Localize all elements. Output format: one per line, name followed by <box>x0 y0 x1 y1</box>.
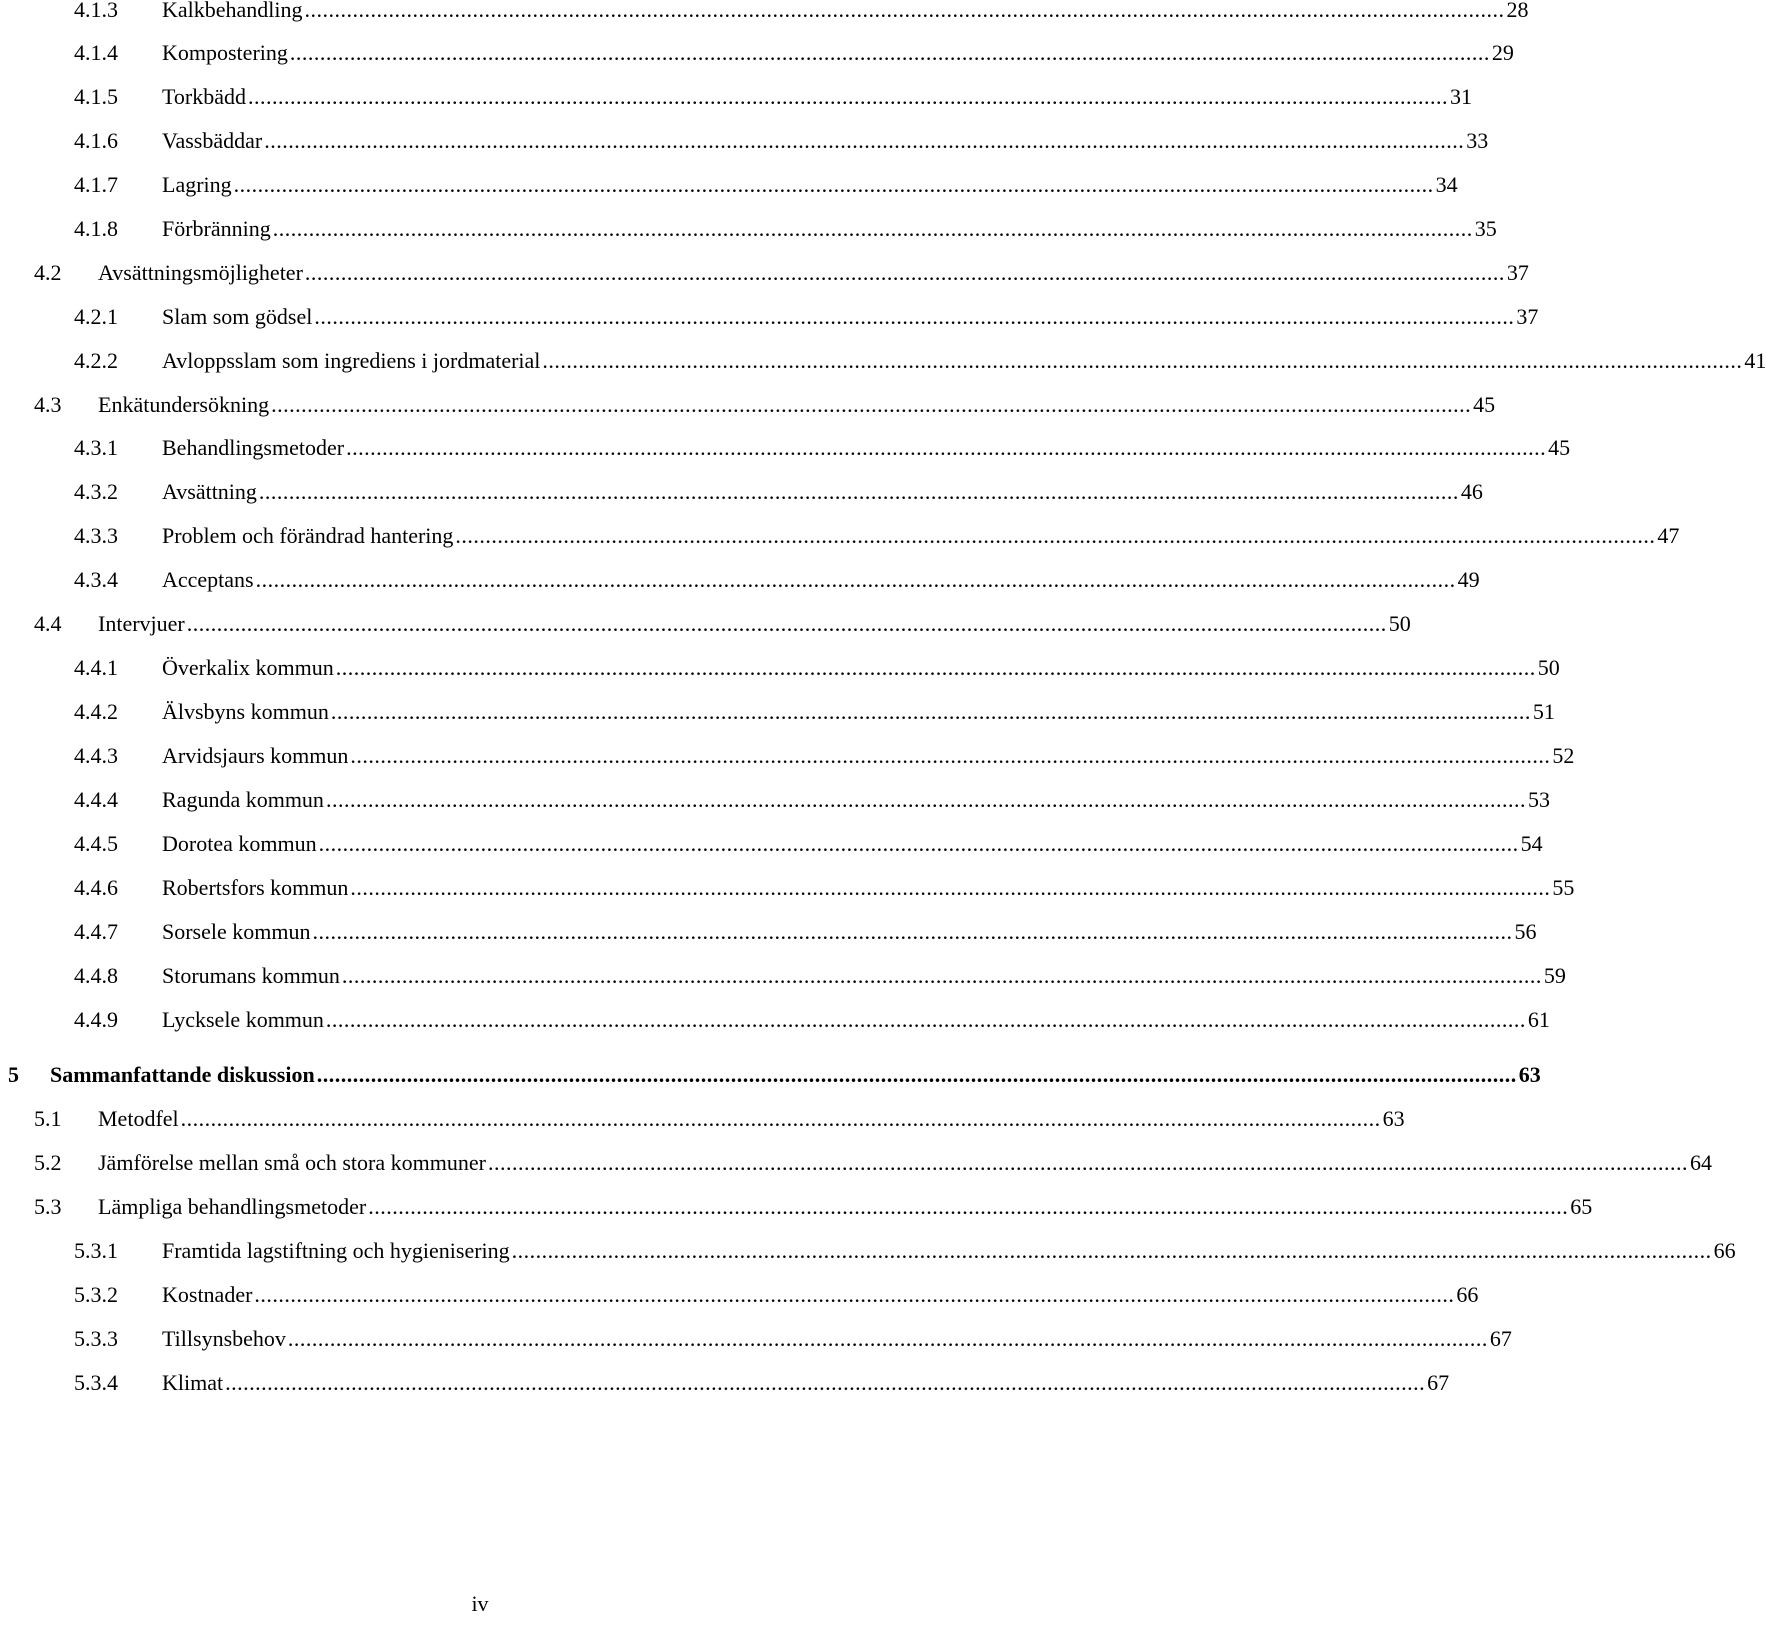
toc-dot-leader: ........................................................................................................................................................................................................ <box>287 1326 1488 1351</box>
toc-entry[interactable] <box>34 1147 1712 1179</box>
toc-entry-page: 64 <box>1689 1150 1712 1175</box>
toc-entry-page: 29 <box>1491 40 1514 65</box>
toc-entry-title: Torkbädd <box>162 84 246 109</box>
toc-entry[interactable] <box>74 1279 1479 1311</box>
toc-dot-leader: ........................................................................................................................................................................................................ <box>350 743 1551 768</box>
toc-entry-title: Kompostering <box>162 40 288 65</box>
toc-entry[interactable] <box>74 1367 1450 1399</box>
toc-entry-number: 4.4.8 <box>74 963 118 988</box>
toc-entry-page: 35 <box>1474 216 1497 241</box>
toc-entry[interactable] <box>74 916 1537 948</box>
toc-entry-page: 28 <box>1506 0 1529 22</box>
toc-dot-leader: ........................................................................................................................................................................................................ <box>368 1194 1569 1219</box>
toc-entry-number: 4.3.3 <box>74 523 118 548</box>
toc-entry[interactable] <box>34 1191 1593 1223</box>
toc-entry-page: 45 <box>1473 392 1496 417</box>
toc-entry-title: Ragunda kommun <box>162 787 324 812</box>
toc-entry-page: 55 <box>1552 875 1575 900</box>
toc-entry-title: Framtida lagstiftning och hygienisering <box>162 1238 510 1263</box>
toc-entry-title: Avsättningsmöjligheter <box>98 260 303 285</box>
toc-entry[interactable] <box>74 0 1529 26</box>
toc-entry-number: 4.4.6 <box>74 875 118 900</box>
toc-entry-number: 4.1.8 <box>74 216 118 241</box>
toc-entry-title: Problem och förändrad hantering <box>162 523 454 548</box>
toc-entry-number: 5.1 <box>34 1106 62 1131</box>
page-number: iv <box>471 1591 489 1616</box>
toc-entry-number: 5.3.4 <box>74 1370 118 1395</box>
toc-dot-leader: ........................................................................................................................................................................................................ <box>511 1238 1712 1263</box>
toc-entry[interactable] <box>74 740 1575 772</box>
toc-entry-title: Sammanfattande diskussion <box>50 1062 315 1087</box>
toc-entry-title: Älvsbyns kommun <box>162 699 329 724</box>
toc-entry[interactable] <box>74 784 1550 816</box>
toc-entry-number: 4.4.5 <box>74 831 118 856</box>
toc-entry-number: 5.3.1 <box>74 1238 118 1263</box>
toc-entry-number: 5.3.3 <box>74 1326 118 1351</box>
toc-dot-leader: ........................................................................................................................................................................................................ <box>455 523 1656 548</box>
toc-entry[interactable] <box>74 652 1560 684</box>
toc-entry-page: 63 <box>1382 1106 1405 1131</box>
toc-entry[interactable] <box>74 696 1555 728</box>
toc-entry-title: Tillsynsbehov <box>162 1326 286 1351</box>
toc-entry[interactable] <box>74 169 1458 201</box>
toc-entry-number: 4.3.4 <box>74 567 118 592</box>
toc-entry-number: 4.4.3 <box>74 743 118 768</box>
toc-entry-number: 4.1.4 <box>74 40 118 65</box>
toc-dot-leader: ........................................................................................................................................................................................................ <box>180 1106 1381 1131</box>
toc-entry-page: 50 <box>1537 655 1560 680</box>
toc-entry[interactable] <box>34 608 1411 640</box>
toc-entry-page: 34 <box>1435 172 1458 197</box>
toc-entry-number: 4.1.5 <box>74 84 118 109</box>
toc-entry-number: 5.3 <box>34 1194 62 1219</box>
toc-dot-leader: ........................................................................................................................................................................................................ <box>542 348 1743 373</box>
toc-entry-title: Förbränning <box>162 216 271 241</box>
toc-entry[interactable] <box>74 125 1489 157</box>
toc-entry-page: 47 <box>1657 523 1680 548</box>
toc-dot-leader: ........................................................................................................................................................................................................ <box>341 963 1542 988</box>
toc-dot-leader: ........................................................................................................................................................................................................ <box>314 304 1515 329</box>
toc-dot-leader: ........................................................................................................................................................................................................ <box>255 567 1456 592</box>
toc-entry-number: 4.4.2 <box>74 699 118 724</box>
toc-entry[interactable] <box>74 81 1472 113</box>
toc-entry-page: 46 <box>1460 479 1483 504</box>
toc-entry-title: Kalkbehandling <box>162 0 303 22</box>
toc-entry-title: Metodfel <box>98 1106 179 1131</box>
toc-entry-number: 5.3.2 <box>74 1282 118 1307</box>
toc-entry-page: 53 <box>1527 787 1550 812</box>
toc-entry-title: Slam som gödsel <box>162 304 313 329</box>
toc-entry-page: 67 <box>1489 1326 1512 1351</box>
toc-entry-number: 5.2 <box>34 1150 62 1175</box>
toc-entry-number: 4.3.2 <box>74 479 118 504</box>
toc-entry[interactable] <box>74 432 1571 464</box>
toc-entry[interactable] <box>34 1103 1405 1135</box>
toc-entry-number: 4.4.4 <box>74 787 118 812</box>
toc-entry-number: 4.4.1 <box>74 655 118 680</box>
toc-dot-leader: ........................................................................................................................................................................................................ <box>312 919 1513 944</box>
toc-entry-page: 51 <box>1532 699 1555 724</box>
toc-entry-number: 4.3 <box>34 392 62 417</box>
toc-entry-page: 67 <box>1427 1370 1450 1395</box>
toc-entry-number: 4.4.9 <box>74 1007 118 1032</box>
toc-entry-title: Avloppsslam som ingrediens i jordmaterial <box>162 348 541 373</box>
toc-dot-leader: ........................................................................................................................................................................................................ <box>330 699 1531 724</box>
toc-dot-leader: ........................................................................................................................................................................................................ <box>325 787 1526 812</box>
toc-entry-number: 4.1.7 <box>74 172 118 197</box>
toc-entry-page: 66 <box>1713 1238 1736 1263</box>
toc-entry-title: Storumans kommun <box>162 963 340 988</box>
toc-entry-number: 4.4.7 <box>74 919 118 944</box>
toc-entry-page: 56 <box>1514 919 1537 944</box>
toc-entry-page: 65 <box>1570 1194 1593 1219</box>
toc-entry-page: 41 <box>1744 348 1766 373</box>
toc-dot-leader: ........................................................................................................................................................................................................ <box>233 172 1434 197</box>
toc-entry-page: 31 <box>1450 84 1472 109</box>
toc-entry[interactable] <box>34 257 1529 289</box>
toc-dot-leader: ........................................................................................................................................................................................................ <box>186 611 1387 636</box>
toc-entry-number: 4.2.2 <box>74 348 118 373</box>
toc-dot-leader: ........................................................................................................................................................................................................ <box>335 655 1536 680</box>
toc-entry[interactable] <box>74 37 1514 69</box>
toc-entry[interactable] <box>74 345 1766 377</box>
toc-entry-title: Lämpliga behandlingsmetoder <box>98 1194 367 1219</box>
toc-entry-page: 33 <box>1466 128 1489 153</box>
toc-entry-title: Behandlingsmetoder <box>162 435 345 460</box>
toc-entry-title: Sorsele kommun <box>162 919 311 944</box>
toc-entry-number: 4.2 <box>34 260 62 285</box>
toc-dot-leader: ........................................................................................................................................................................................................ <box>350 875 1551 900</box>
toc-entry-title: Acceptans <box>162 567 254 592</box>
toc-dot-leader: ........................................................................................................................................................................................................ <box>248 84 1448 109</box>
toc-entry-page: 50 <box>1388 611 1411 636</box>
toc-entry[interactable] <box>74 301 1539 333</box>
toc-entry-number: 5 <box>8 1062 19 1087</box>
toc-dot-leader: ........................................................................................................................................................................................................ <box>254 1282 1455 1307</box>
toc-entry-title: Jämförelse mellan små och stora kommuner <box>98 1150 486 1175</box>
toc-entry[interactable] <box>74 213 1497 245</box>
toc-entry-number: 4.4 <box>34 611 62 636</box>
toc-entry-page: 37 <box>1516 304 1539 329</box>
toc-entry[interactable] <box>74 1235 1736 1267</box>
toc-entry[interactable] <box>74 960 1566 992</box>
toc-entry[interactable] <box>74 872 1575 904</box>
toc-entry[interactable] <box>74 1323 1512 1355</box>
toc-entry-page: 63 <box>1518 1062 1541 1087</box>
toc-dot-leader: ........................................................................................................................................................................................................ <box>318 831 1519 856</box>
toc-entry[interactable] <box>74 1004 1550 1036</box>
toc-entry-page: 52 <box>1552 743 1575 768</box>
toc-entry-title: Lycksele kommun <box>162 1007 324 1032</box>
toc-dot-leader: ........................................................................................................................................................................................................ <box>289 40 1490 65</box>
toc-entry-page: 37 <box>1506 260 1529 285</box>
toc-entry-title: Robertsfors kommun <box>162 875 349 900</box>
toc-entry-title: Enkätundersökning <box>98 392 270 417</box>
toc-entry-title: Arvidsjaurs kommun <box>162 743 349 768</box>
toc-entry-page: 54 <box>1520 831 1543 856</box>
toc-dot-leader: ........................................................................................................................................................................................................ <box>487 1150 1688 1175</box>
toc-entry-page: 66 <box>1456 1282 1479 1307</box>
toc-dot-leader: ........................................................................................................................................................................................................ <box>304 0 1505 22</box>
toc-entry[interactable] <box>74 476 1483 508</box>
toc-entry-number: 4.2.1 <box>74 304 118 329</box>
toc-dot-leader: ........................................................................................................................................................................................................ <box>325 1007 1526 1032</box>
toc-entry-number: 4.1.3 <box>74 0 118 22</box>
toc-entry-page: 49 <box>1457 567 1480 592</box>
toc-entry[interactable] <box>74 564 1480 596</box>
toc-dot-leader: ........................................................................................................................................................................................................ <box>264 128 1465 153</box>
toc-dot-leader: ........................................................................................................................................................................................................ <box>225 1370 1426 1395</box>
toc-entry-title: Klimat <box>162 1370 224 1395</box>
toc-entry-number: 4.3.1 <box>74 435 118 460</box>
toc-entry-page: 61 <box>1527 1007 1550 1032</box>
toc-entry-page: 45 <box>1548 435 1571 460</box>
toc-dot-leader: ........................................................................................................................................................................................................ <box>316 1062 1517 1087</box>
toc-entry-title: Lagring <box>162 172 232 197</box>
toc-entry-title: Vassbäddar <box>162 128 263 153</box>
toc-entry[interactable] <box>34 389 1496 421</box>
toc-entry[interactable] <box>74 520 1680 552</box>
toc-entry[interactable] <box>8 1059 1541 1091</box>
toc-entry-title: Dorotea kommun <box>162 831 317 856</box>
toc-entry-number: 4.1.6 <box>74 128 118 153</box>
toc-dot-leader: ........................................................................................................................................................................................................ <box>304 260 1505 285</box>
toc-entry-title: Intervjuer <box>98 611 185 636</box>
toc-entry-title: Avsättning <box>162 479 257 504</box>
toc-dot-leader: ........................................................................................................................................................................................................ <box>272 216 1473 241</box>
toc-dot-leader: ........................................................................................................................................................................................................ <box>271 392 1472 417</box>
toc-entry-page: 59 <box>1543 963 1566 988</box>
toc-entry[interactable] <box>74 828 1543 860</box>
toc-dot-leader: ........................................................................................................................................................................................................ <box>258 479 1459 504</box>
toc-dot-leader: ........................................................................................................................................................................................................ <box>346 435 1547 460</box>
toc-entry-title: Kostnader <box>162 1282 253 1307</box>
toc-entry-title: Överkalix kommun <box>162 655 334 680</box>
